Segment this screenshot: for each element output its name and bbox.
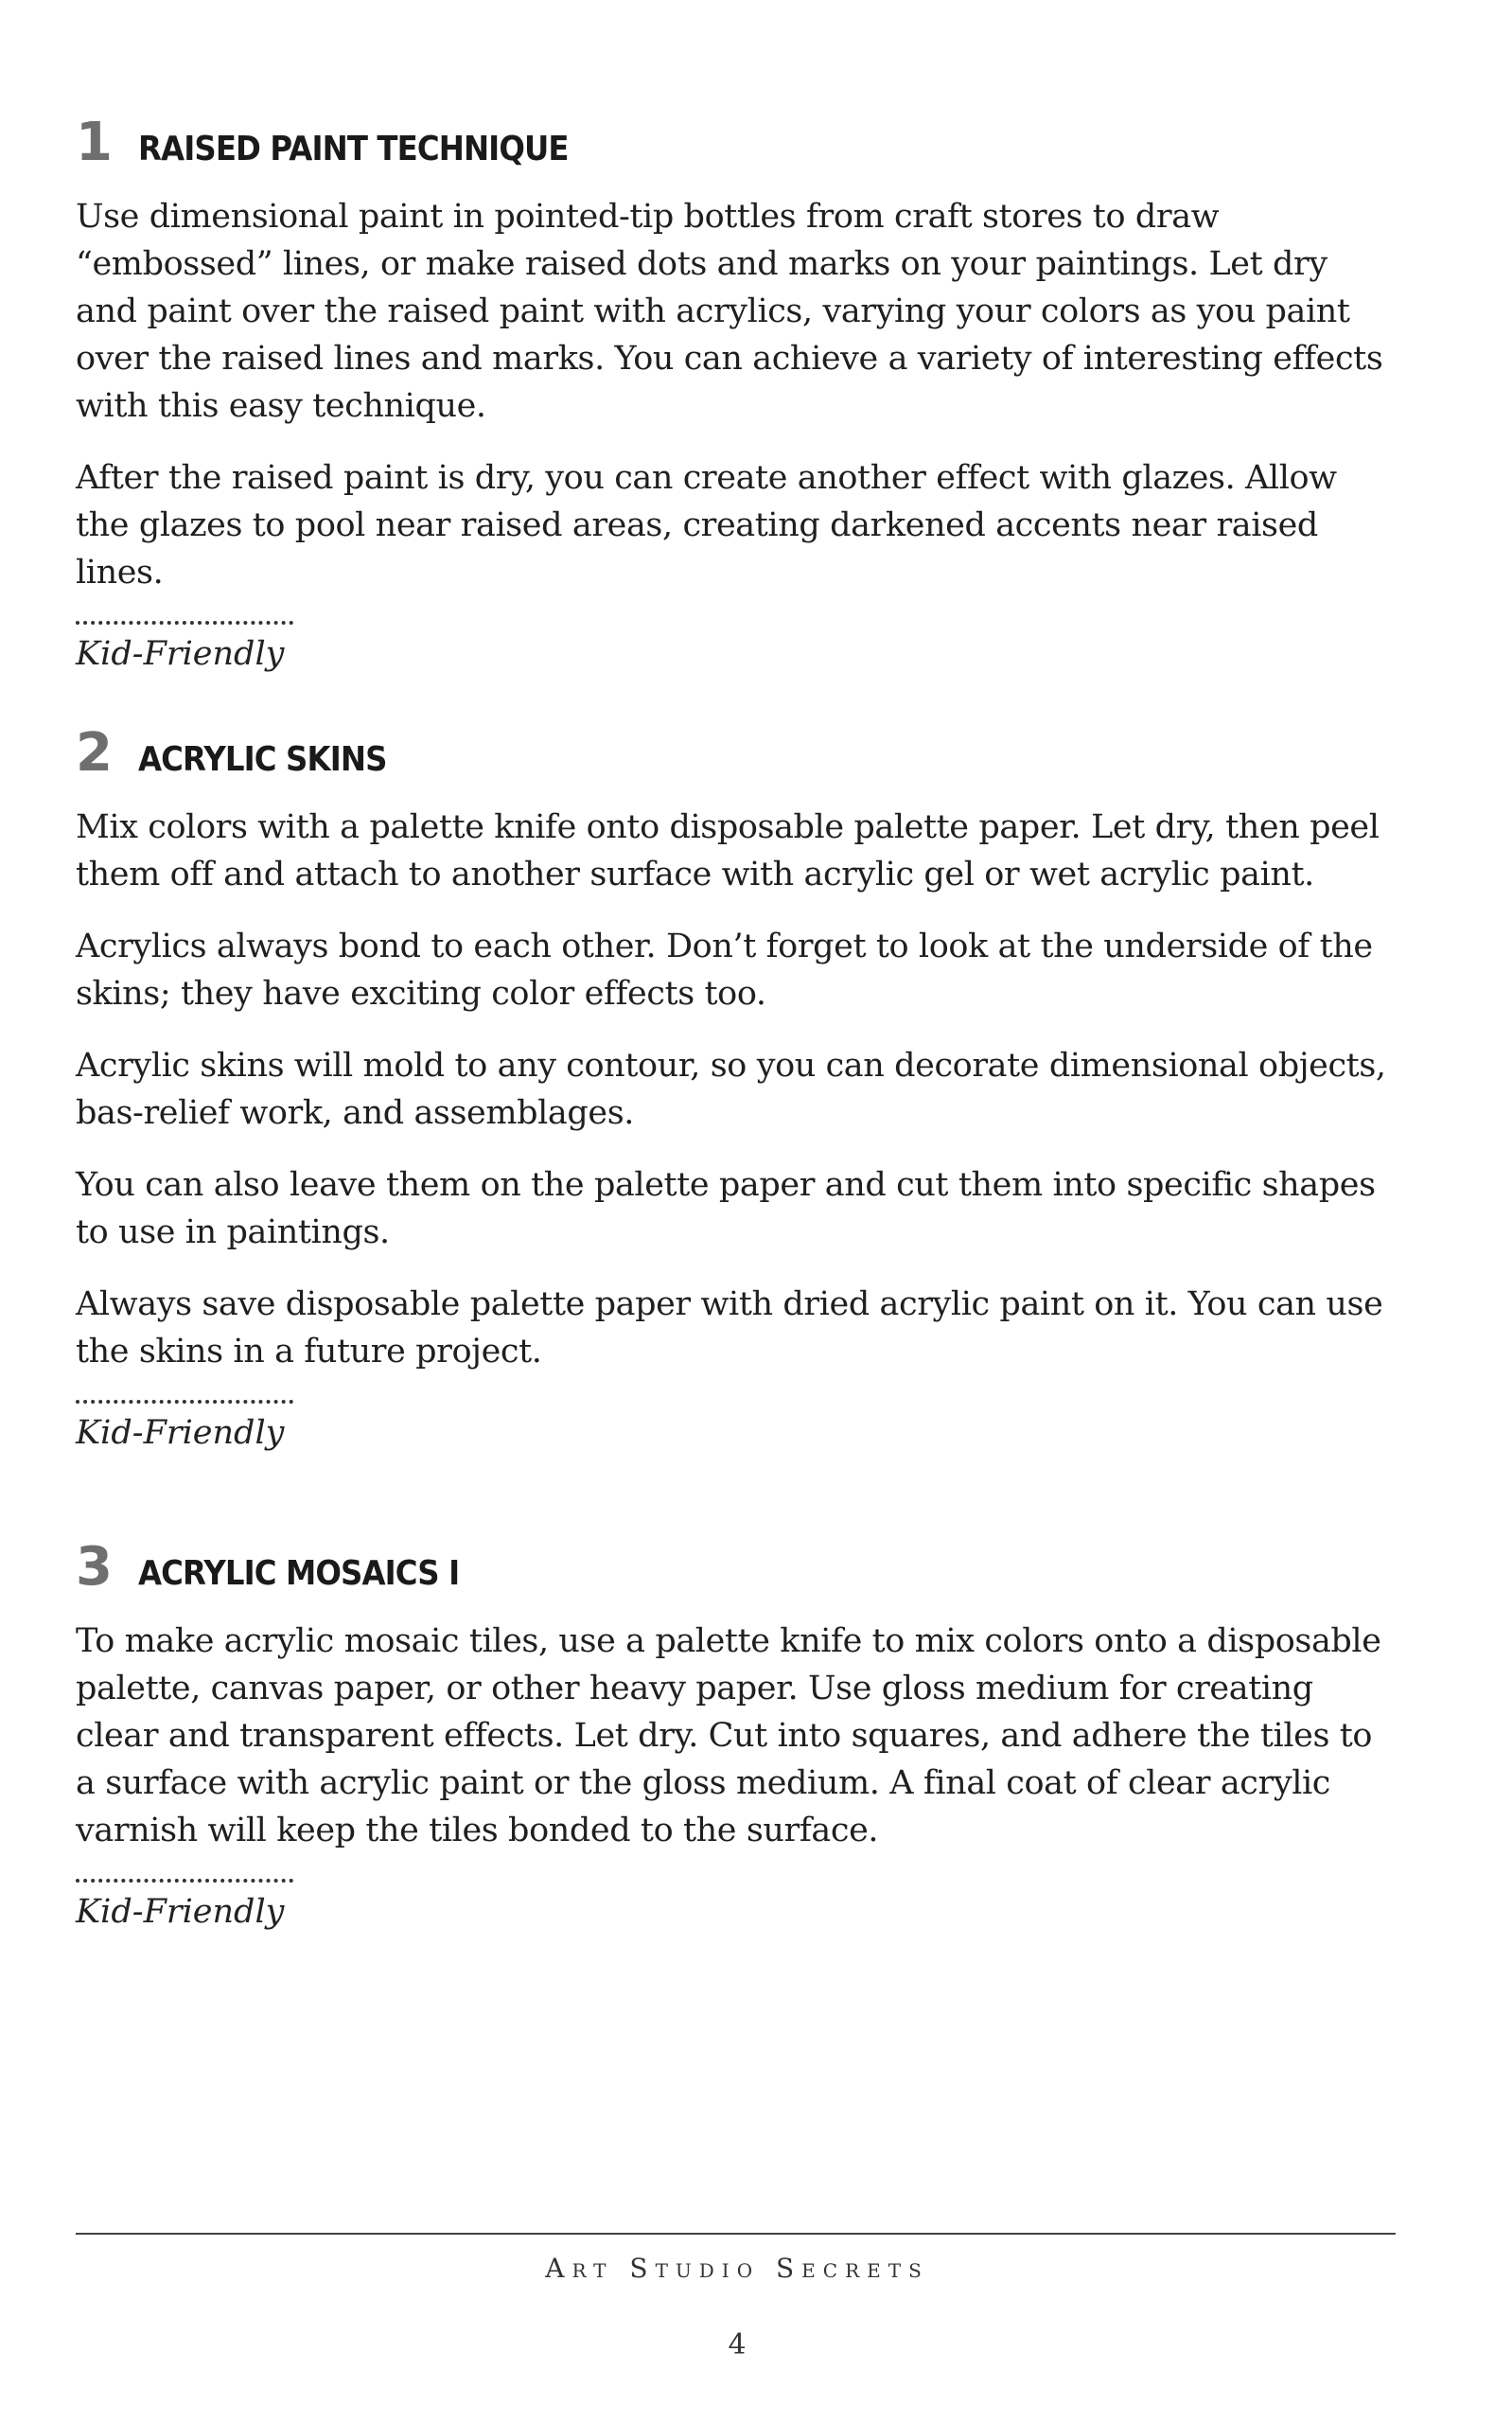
tip-paragraph: Acrylics always bond to each other. Don’t forget to look at the underside of the skins; they have exciting color effects too. <box>76 928 1373 1013</box>
dotted-divider <box>76 1879 293 1883</box>
footer-rule <box>76 2233 1396 2235</box>
tip-heading <box>76 114 1396 172</box>
tip-paragraph: Mix colors with a palette knife onto disposable palette paper. Let dry, then peel them off and attach to another surface with acrylic gel or wet acrylic paint. <box>76 808 1380 893</box>
tip-paragraph: You can also leave them on the palette paper and cut them into specific shapes to use in paintings. <box>76 1166 1376 1251</box>
tip-paragraph: Use dimensional paint in pointed-tip bottles from craft stores to draw “embossed” lines, or make raised dots and marks on your paintings. Let dry and paint over the raised paint with acrylics, varying your colors as you paint over the raised lines and marks. You can achieve a variety of interesting effects with this easy technique. <box>76 198 1383 425</box>
tip-acrylic-skins <box>76 724 1396 1457</box>
tip-title: ACRYLIC MOSAICS I <box>138 1554 460 1593</box>
tip-title: ACRYLIC SKINS <box>138 740 387 779</box>
page-number: 4 <box>728 2328 747 2361</box>
tip-paragraph: To make acrylic mosaic tiles, use a palette knife to mix colors onto a disposable palette, canvas paper, or other heavy paper. Use gloss medium for creating clear and transparent effects. Let dry. Cut into squares, and adhere the tiles to a surface with acrylic paint or the gloss medium. A final coat of clear acrylic varnish will keep the tiles bonded to the surface. <box>76 1622 1381 1849</box>
running-footer-title: Art Studio Secrets <box>545 2253 929 2284</box>
tip-paragraph: Always save disposable palette paper with dried acrylic paint on it. You can use the skins in a future project. <box>76 1285 1383 1371</box>
tip-paragraph: After the raised paint is dry, you can create another effect with glazes. Allow the glazes to pool near raised areas, creating darkened accents near raised lines. <box>76 459 1337 592</box>
kid-friendly-tag: Kid-Friendly <box>76 635 285 673</box>
tip-heading <box>76 724 1396 783</box>
dotted-divider <box>76 1400 293 1404</box>
tip-heading <box>76 1538 1396 1597</box>
kid-friendly-tag: Kid-Friendly <box>76 1893 285 1931</box>
tip-number: 2 <box>76 722 111 784</box>
tip-number: 3 <box>76 1536 111 1598</box>
tip-number: 1 <box>76 112 111 173</box>
dotted-divider <box>76 621 293 625</box>
tip-paragraph: Acrylic skins will mold to any contour, so you can decorate dimensional objects, bas-relief work, and assemblages. <box>76 1047 1386 1132</box>
kid-friendly-tag: Kid-Friendly <box>76 1414 285 1452</box>
tip-title: RAISED PAINT TECHNIQUE <box>138 130 569 168</box>
tip-raised-paint-technique <box>76 114 1396 678</box>
tip-acrylic-mosaics <box>76 1538 1396 1936</box>
